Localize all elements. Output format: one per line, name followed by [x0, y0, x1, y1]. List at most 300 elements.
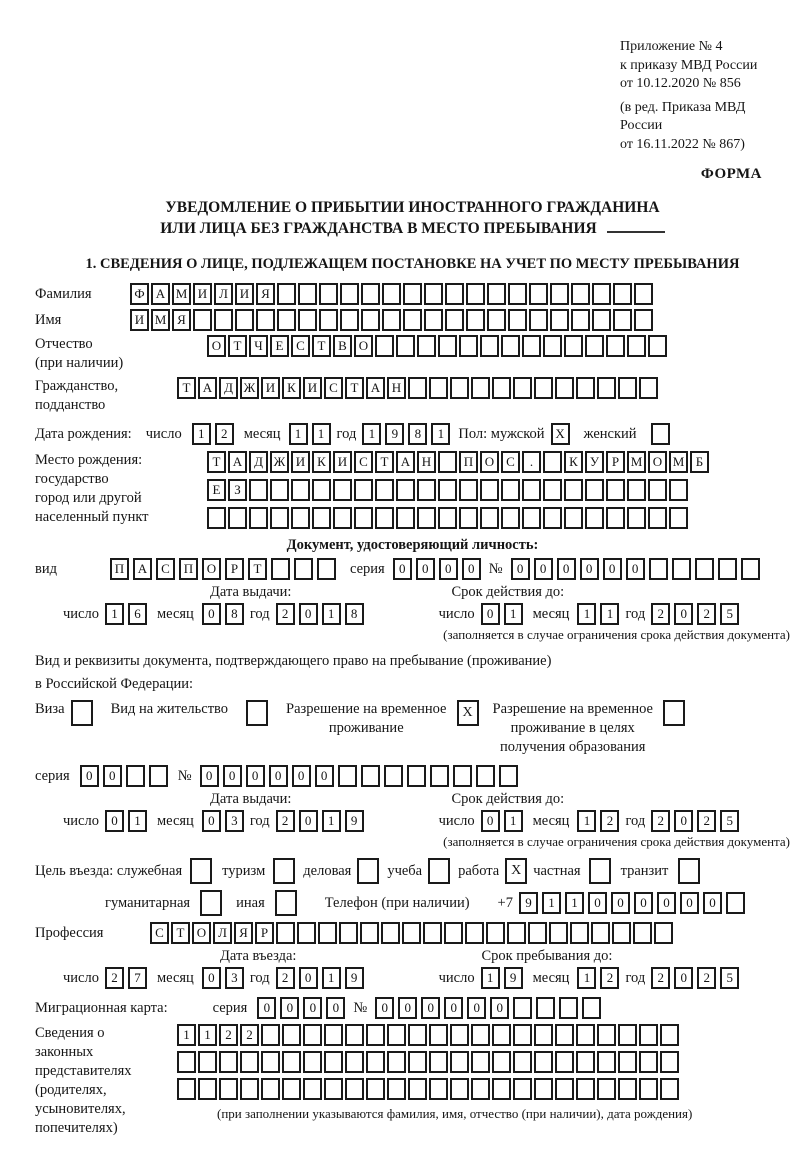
form-cell[interactable]: 8: [225, 603, 244, 625]
form-cell[interactable]: [453, 765, 472, 787]
form-cell[interactable]: [522, 335, 541, 357]
purpose-work-checkbox[interactable]: [505, 858, 527, 884]
form-cell[interactable]: Ж: [240, 377, 259, 399]
form-cell[interactable]: С: [291, 335, 310, 357]
form-cell[interactable]: [319, 283, 338, 305]
form-cell[interactable]: 0: [611, 892, 630, 914]
form-cell[interactable]: И: [130, 309, 149, 331]
birth-place-cells-1[interactable]: [207, 451, 709, 473]
entry-day-cells[interactable]: [105, 967, 147, 989]
form-cell[interactable]: [534, 377, 553, 399]
form-cell[interactable]: [219, 1078, 238, 1100]
form-cell[interactable]: К: [282, 377, 301, 399]
form-cell[interactable]: [297, 922, 316, 944]
form-cell[interactable]: Б: [690, 451, 709, 473]
form-cell[interactable]: [613, 283, 632, 305]
form-cell[interactable]: [639, 377, 658, 399]
form-cell[interactable]: [291, 479, 310, 501]
form-cell[interactable]: Т: [207, 451, 226, 473]
form-cell[interactable]: А: [198, 377, 217, 399]
form-cell[interactable]: [486, 922, 505, 944]
form-cell[interactable]: Л: [214, 283, 233, 305]
form-cell[interactable]: [317, 558, 336, 580]
form-cell[interactable]: [627, 479, 646, 501]
form-cell[interactable]: [396, 335, 415, 357]
form-cell[interactable]: [726, 892, 745, 914]
residence-permit-checkbox[interactable]: [246, 700, 268, 726]
phone-cells[interactable]: [519, 892, 745, 914]
form-cell[interactable]: [627, 335, 646, 357]
form-cell[interactable]: [648, 479, 667, 501]
form-cell[interactable]: И: [235, 283, 254, 305]
stay-year-cells[interactable]: [651, 967, 739, 989]
form-cell[interactable]: О: [202, 558, 221, 580]
form-cell[interactable]: [291, 507, 310, 529]
form-cell[interactable]: [345, 1024, 364, 1046]
doc-valid-year-cells[interactable]: [651, 603, 739, 625]
form-cell[interactable]: [423, 922, 442, 944]
form-cell[interactable]: [261, 1024, 280, 1046]
doc-valid-month-cells[interactable]: [577, 603, 619, 625]
form-cell[interactable]: [501, 479, 520, 501]
form-cell[interactable]: [360, 922, 379, 944]
form-cell[interactable]: [282, 1024, 301, 1046]
doc-issue-month-cells[interactable]: [202, 603, 244, 625]
form-cell[interactable]: [513, 997, 532, 1019]
form-cell[interactable]: [651, 423, 670, 445]
form-cell[interactable]: А: [228, 451, 247, 473]
form-cell[interactable]: [634, 283, 653, 305]
form-cell[interactable]: 5: [720, 603, 739, 625]
form-cell[interactable]: 0: [580, 558, 599, 580]
form-cell[interactable]: [261, 1051, 280, 1073]
form-cell[interactable]: [361, 283, 380, 305]
form-cell[interactable]: 1: [177, 1024, 196, 1046]
form-cell[interactable]: [592, 283, 611, 305]
form-cell[interactable]: 1: [128, 810, 147, 832]
res-number-cells[interactable]: [200, 765, 518, 787]
entry-month-cells[interactable]: [202, 967, 244, 989]
res-issue-day-cells[interactable]: [105, 810, 147, 832]
sex-male-checkbox[interactable]: [551, 423, 570, 445]
form-cell[interactable]: 0: [326, 997, 345, 1019]
form-cell[interactable]: В: [333, 335, 352, 357]
form-cell[interactable]: [508, 283, 527, 305]
form-cell[interactable]: [592, 309, 611, 331]
form-cell[interactable]: [200, 890, 222, 916]
form-cell[interactable]: [513, 1051, 532, 1073]
form-cell[interactable]: 0: [202, 603, 221, 625]
form-cell[interactable]: [669, 479, 688, 501]
form-cell[interactable]: 1: [289, 423, 308, 445]
form-cell[interactable]: 0: [416, 558, 435, 580]
form-cell[interactable]: Е: [270, 335, 289, 357]
form-cell[interactable]: [543, 507, 562, 529]
form-cell[interactable]: [576, 377, 595, 399]
form-cell[interactable]: 2: [697, 967, 716, 989]
form-cell[interactable]: 2: [276, 810, 295, 832]
form-cell[interactable]: [465, 922, 484, 944]
doc-valid-day-cells[interactable]: [481, 603, 523, 625]
form-cell[interactable]: С: [354, 451, 373, 473]
form-cell[interactable]: [663, 700, 685, 726]
form-cell[interactable]: [340, 309, 359, 331]
form-cell[interactable]: [403, 309, 422, 331]
form-cell[interactable]: Т: [345, 377, 364, 399]
form-cell[interactable]: [627, 507, 646, 529]
form-cell[interactable]: 2: [697, 810, 716, 832]
form-cell[interactable]: [450, 1051, 469, 1073]
form-cell[interactable]: 9: [504, 967, 523, 989]
form-cell[interactable]: [576, 1078, 595, 1100]
form-cell[interactable]: [177, 1078, 196, 1100]
form-cell[interactable]: 0: [375, 997, 394, 1019]
form-cell[interactable]: [480, 479, 499, 501]
form-cell[interactable]: [261, 1078, 280, 1100]
form-cell[interactable]: [375, 507, 394, 529]
stay-month-cells[interactable]: [577, 967, 619, 989]
form-cell[interactable]: [471, 1078, 490, 1100]
form-cell[interactable]: 2: [600, 967, 619, 989]
edu-permit-checkbox[interactable]: [663, 700, 685, 726]
form-cell[interactable]: [340, 283, 359, 305]
form-cell[interactable]: Д: [219, 377, 238, 399]
form-cell[interactable]: [649, 558, 668, 580]
form-cell[interactable]: [438, 335, 457, 357]
form-cell[interactable]: [634, 309, 653, 331]
form-cell[interactable]: С: [501, 451, 520, 473]
form-cell[interactable]: [149, 765, 168, 787]
mig-number-cells[interactable]: [375, 997, 601, 1019]
form-cell[interactable]: [570, 922, 589, 944]
form-cell[interactable]: [345, 1078, 364, 1100]
form-cell[interactable]: 1: [322, 603, 341, 625]
doc-series-cells[interactable]: [393, 558, 481, 580]
form-cell[interactable]: [571, 309, 590, 331]
form-cell[interactable]: Я: [234, 922, 253, 944]
birth-month-cells[interactable]: [289, 423, 331, 445]
form-cell[interactable]: 1: [565, 892, 584, 914]
purpose-official-checkbox[interactable]: [190, 858, 212, 884]
form-cell[interactable]: [695, 558, 714, 580]
form-cell[interactable]: 1: [542, 892, 561, 914]
form-cell[interactable]: Т: [177, 377, 196, 399]
form-cell[interactable]: 0: [444, 997, 463, 1019]
form-cell[interactable]: [633, 922, 652, 944]
form-cell[interactable]: [648, 335, 667, 357]
form-cell[interactable]: 9: [345, 810, 364, 832]
form-cell[interactable]: [550, 309, 569, 331]
form-cell[interactable]: [487, 309, 506, 331]
form-cell[interactable]: [543, 479, 562, 501]
form-cell[interactable]: [408, 1024, 427, 1046]
form-cell[interactable]: [480, 507, 499, 529]
form-cell[interactable]: 0: [603, 558, 622, 580]
form-cell[interactable]: [417, 507, 436, 529]
form-cell[interactable]: У: [585, 451, 604, 473]
form-cell[interactable]: [282, 1078, 301, 1100]
form-cell[interactable]: 5: [720, 810, 739, 832]
form-cell[interactable]: 6: [128, 603, 147, 625]
form-cell[interactable]: 9: [345, 967, 364, 989]
form-cell[interactable]: Д: [249, 451, 268, 473]
form-cell[interactable]: [198, 1078, 217, 1100]
form-cell[interactable]: [471, 1051, 490, 1073]
form-cell[interactable]: 9: [519, 892, 538, 914]
form-cell[interactable]: [408, 1078, 427, 1100]
form-cell[interactable]: 1: [322, 810, 341, 832]
form-cell[interactable]: О: [207, 335, 226, 357]
form-cell[interactable]: И: [333, 451, 352, 473]
form-cell[interactable]: [618, 1051, 637, 1073]
form-cell[interactable]: П: [110, 558, 129, 580]
form-cell[interactable]: [741, 558, 760, 580]
form-cell[interactable]: 0: [534, 558, 553, 580]
form-cell[interactable]: [240, 1051, 259, 1073]
form-cell[interactable]: 1: [504, 810, 523, 832]
form-cell[interactable]: 0: [680, 892, 699, 914]
form-cell[interactable]: [384, 765, 403, 787]
form-cell[interactable]: [499, 765, 518, 787]
doc-number-cells[interactable]: [511, 558, 760, 580]
form-cell[interactable]: [228, 507, 247, 529]
form-cell[interactable]: 0: [299, 603, 318, 625]
form-cell[interactable]: 1: [577, 603, 596, 625]
guardians-cells-2[interactable]: [177, 1051, 692, 1073]
form-cell[interactable]: Ч: [249, 335, 268, 357]
form-cell[interactable]: [256, 309, 275, 331]
form-cell[interactable]: 0: [299, 810, 318, 832]
form-cell[interactable]: 2: [651, 810, 670, 832]
birth-place-cells-2[interactable]: [207, 479, 709, 501]
form-cell[interactable]: [303, 1078, 322, 1100]
form-cell[interactable]: [324, 1024, 343, 1046]
form-cell[interactable]: [445, 283, 464, 305]
form-cell[interactable]: [177, 1051, 196, 1073]
form-cell[interactable]: [582, 997, 601, 1019]
form-cell[interactable]: 0: [80, 765, 99, 787]
form-cell[interactable]: 0: [467, 997, 486, 1019]
form-cell[interactable]: .: [522, 451, 541, 473]
form-cell[interactable]: З: [228, 479, 247, 501]
form-cell[interactable]: [357, 858, 379, 884]
form-cell[interactable]: 1: [322, 967, 341, 989]
guardians-cells-1[interactable]: [177, 1024, 692, 1046]
form-cell[interactable]: 3: [225, 967, 244, 989]
form-cell[interactable]: [312, 479, 331, 501]
form-cell[interactable]: 2: [276, 603, 295, 625]
form-cell[interactable]: Т: [248, 558, 267, 580]
form-cell[interactable]: [424, 283, 443, 305]
form-cell[interactable]: 0: [421, 997, 440, 1019]
form-cell[interactable]: 0: [462, 558, 481, 580]
form-cell[interactable]: [438, 507, 457, 529]
res-issue-month-cells[interactable]: [202, 810, 244, 832]
surname-cells[interactable]: [130, 283, 653, 305]
purpose-transit-checkbox[interactable]: [678, 858, 700, 884]
temp-permit-checkbox[interactable]: [457, 700, 479, 726]
form-cell[interactable]: 1: [312, 423, 331, 445]
form-cell[interactable]: [270, 479, 289, 501]
form-cell[interactable]: [381, 922, 400, 944]
form-cell[interactable]: [387, 1024, 406, 1046]
form-cell[interactable]: [294, 558, 313, 580]
form-cell[interactable]: [429, 1024, 448, 1046]
form-cell[interactable]: 0: [511, 558, 530, 580]
guardians-cells-3[interactable]: [177, 1078, 692, 1100]
form-cell[interactable]: А: [133, 558, 152, 580]
form-cell[interactable]: 1: [192, 423, 211, 445]
form-cell[interactable]: Т: [171, 922, 190, 944]
form-cell[interactable]: [361, 765, 380, 787]
form-cell[interactable]: [492, 1051, 511, 1073]
form-cell[interactable]: [459, 335, 478, 357]
purpose-business-checkbox[interactable]: [357, 858, 379, 884]
form-cell[interactable]: 2: [240, 1024, 259, 1046]
form-cell[interactable]: 8: [345, 603, 364, 625]
form-cell[interactable]: [513, 1078, 532, 1100]
form-cell[interactable]: [585, 479, 604, 501]
form-cell[interactable]: 0: [439, 558, 458, 580]
form-cell[interactable]: [618, 1024, 637, 1046]
form-cell[interactable]: Л: [213, 922, 232, 944]
form-cell[interactable]: [445, 309, 464, 331]
form-cell[interactable]: [366, 1078, 385, 1100]
form-cell[interactable]: [639, 1024, 658, 1046]
form-cell[interactable]: [450, 1078, 469, 1100]
form-cell[interactable]: [276, 922, 295, 944]
form-cell[interactable]: [678, 858, 700, 884]
form-cell[interactable]: [270, 507, 289, 529]
form-cell[interactable]: М: [627, 451, 646, 473]
form-cell[interactable]: [597, 1024, 616, 1046]
form-cell[interactable]: П: [459, 451, 478, 473]
form-cell[interactable]: [597, 1078, 616, 1100]
stay-day-cells[interactable]: [481, 967, 523, 989]
form-cell[interactable]: [312, 507, 331, 529]
form-cell[interactable]: [466, 309, 485, 331]
form-cell[interactable]: К: [564, 451, 583, 473]
form-cell[interactable]: 1: [362, 423, 381, 445]
form-cell[interactable]: [536, 997, 555, 1019]
form-cell[interactable]: 1: [577, 810, 596, 832]
form-cell[interactable]: [660, 1051, 679, 1073]
form-cell[interactable]: [450, 377, 469, 399]
form-cell[interactable]: [564, 507, 583, 529]
form-cell[interactable]: [513, 377, 532, 399]
form-cell[interactable]: [492, 1078, 511, 1100]
form-cell[interactable]: Я: [172, 309, 191, 331]
form-cell[interactable]: [466, 283, 485, 305]
form-cell[interactable]: [618, 377, 637, 399]
form-cell[interactable]: Н: [417, 451, 436, 473]
form-cell[interactable]: [403, 283, 422, 305]
form-cell[interactable]: [480, 335, 499, 357]
form-cell[interactable]: [660, 1024, 679, 1046]
form-cell[interactable]: [450, 1024, 469, 1046]
res-valid-day-cells[interactable]: [481, 810, 523, 832]
form-cell[interactable]: 0: [105, 810, 124, 832]
form-cell[interactable]: [417, 479, 436, 501]
form-cell[interactable]: [318, 922, 337, 944]
form-cell[interactable]: 1: [481, 967, 500, 989]
form-cell[interactable]: Т: [312, 335, 331, 357]
profession-cells[interactable]: [150, 922, 673, 944]
form-cell[interactable]: 1: [105, 603, 124, 625]
form-cell[interactable]: [648, 507, 667, 529]
form-cell[interactable]: [576, 1024, 595, 1046]
form-cell[interactable]: 2: [276, 967, 295, 989]
form-cell[interactable]: 0: [674, 967, 693, 989]
form-cell[interactable]: 0: [200, 765, 219, 787]
form-cell[interactable]: 0: [674, 810, 693, 832]
purpose-private-checkbox[interactable]: [589, 858, 611, 884]
form-cell[interactable]: [339, 922, 358, 944]
form-cell[interactable]: 1: [600, 603, 619, 625]
doc-issue-year-cells[interactable]: [276, 603, 364, 625]
form-cell[interactable]: [669, 507, 688, 529]
form-cell[interactable]: [126, 765, 145, 787]
form-cell[interactable]: [606, 479, 625, 501]
form-cell[interactable]: 1: [504, 603, 523, 625]
form-cell[interactable]: М: [669, 451, 688, 473]
birth-year-cells[interactable]: [362, 423, 450, 445]
form-cell[interactable]: [471, 377, 490, 399]
form-cell[interactable]: [534, 1024, 553, 1046]
form-cell[interactable]: Ж: [270, 451, 289, 473]
form-cell[interactable]: [430, 765, 449, 787]
form-cell[interactable]: [387, 1078, 406, 1100]
form-cell[interactable]: [718, 558, 737, 580]
form-cell[interactable]: [564, 335, 583, 357]
form-cell[interactable]: [471, 1024, 490, 1046]
sex-female-checkbox[interactable]: [651, 423, 670, 445]
form-cell[interactable]: [396, 507, 415, 529]
form-cell[interactable]: [672, 558, 691, 580]
form-cell[interactable]: [408, 1051, 427, 1073]
form-cell[interactable]: [214, 309, 233, 331]
form-cell[interactable]: [240, 1078, 259, 1100]
form-cell[interactable]: 0: [303, 997, 322, 1019]
form-cell[interactable]: С: [324, 377, 343, 399]
form-cell[interactable]: А: [396, 451, 415, 473]
form-cell[interactable]: [618, 1078, 637, 1100]
form-cell[interactable]: П: [179, 558, 198, 580]
form-cell[interactable]: [522, 479, 541, 501]
form-cell[interactable]: [606, 507, 625, 529]
purpose-other-checkbox[interactable]: [275, 890, 297, 916]
form-cell[interactable]: [508, 309, 527, 331]
form-cell[interactable]: [387, 1051, 406, 1073]
form-cell[interactable]: 3: [225, 810, 244, 832]
form-cell[interactable]: [549, 922, 568, 944]
form-cell[interactable]: [375, 479, 394, 501]
form-cell[interactable]: 0: [703, 892, 722, 914]
form-cell[interactable]: [606, 335, 625, 357]
form-cell[interactable]: X: [505, 858, 527, 884]
form-cell[interactable]: [543, 451, 562, 473]
form-cell[interactable]: 0: [481, 603, 500, 625]
form-cell[interactable]: 0: [398, 997, 417, 1019]
form-cell[interactable]: [277, 283, 296, 305]
form-cell[interactable]: [555, 1024, 574, 1046]
form-cell[interactable]: Т: [228, 335, 247, 357]
form-cell[interactable]: [249, 479, 268, 501]
form-cell[interactable]: 8: [408, 423, 427, 445]
form-cell[interactable]: М: [172, 283, 191, 305]
form-cell[interactable]: [271, 558, 290, 580]
form-cell[interactable]: [543, 335, 562, 357]
